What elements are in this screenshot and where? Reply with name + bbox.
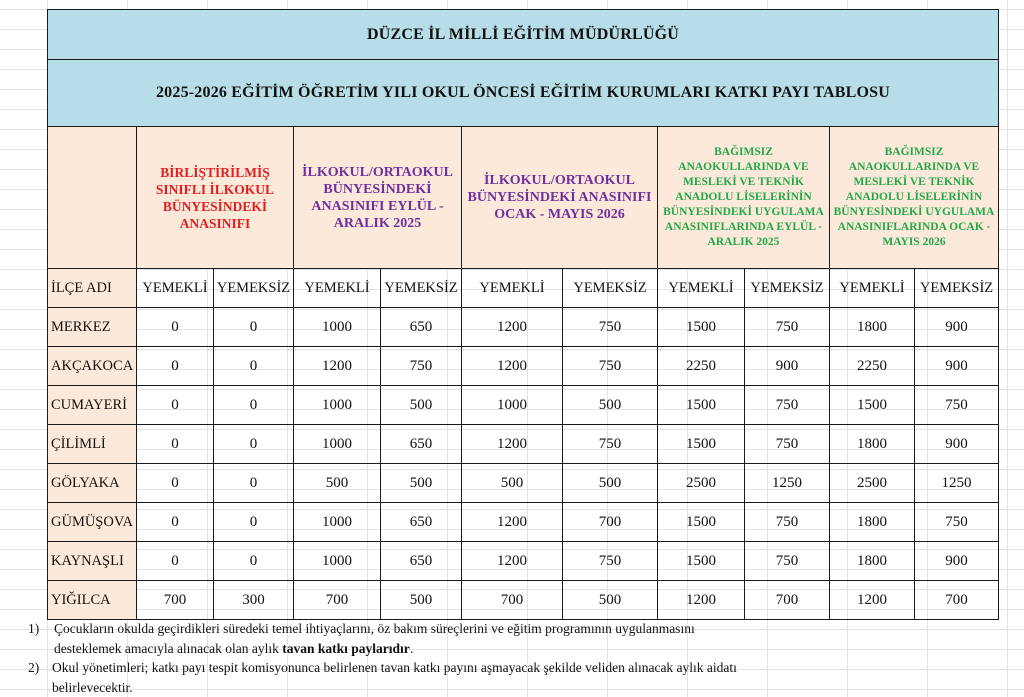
yemekli-value-cell[interactable]: 1000 xyxy=(294,503,381,542)
yemekli-value-cell[interactable]: 700 xyxy=(294,581,381,620)
yemeksiz-value-cell[interactable]: 750 xyxy=(745,542,830,581)
column-header-yemekli[interactable]: YEMEKLİ xyxy=(462,269,563,308)
group-header-row xyxy=(48,127,999,269)
yemekli-value-cell[interactable]: 1000 xyxy=(294,425,381,464)
table-subtitle[interactable]: 2025-2026 EĞİTİM ÖĞRETİM YILI OKUL ÖNCESİ EĞİTİM KURUMLARI KATKI PAYI TABLOSU xyxy=(48,60,999,127)
yemeksiz-value-cell[interactable]: 0 xyxy=(214,347,294,386)
column-header-yemeksiz[interactable]: YEMEKSİZ xyxy=(915,269,999,308)
yemekli-value-cell[interactable]: 1200 xyxy=(294,347,381,386)
yemeksiz-value-cell[interactable]: 750 xyxy=(381,347,462,386)
yemeksiz-value-cell[interactable]: 900 xyxy=(915,347,999,386)
yemekli-value-cell[interactable]: 700 xyxy=(137,581,214,620)
column-header-yemekli[interactable]: YEMEKLİ xyxy=(658,269,745,308)
yemeksiz-value-cell[interactable]: 500 xyxy=(563,464,658,503)
yemekli-value-cell[interactable]: 1500 xyxy=(830,386,915,425)
yemeksiz-value-cell[interactable]: 500 xyxy=(381,464,462,503)
column-header-yemekli[interactable]: YEMEKLİ xyxy=(294,269,381,308)
yemekli-value-cell[interactable]: 1500 xyxy=(658,542,745,581)
yemeksiz-value-cell[interactable]: 650 xyxy=(381,425,462,464)
yemekli-value-cell[interactable]: 1000 xyxy=(294,386,381,425)
yemekli-value-cell[interactable]: 1000 xyxy=(462,386,563,425)
group-header-bagimsiz-eylul-aralik[interactable]: BAĞIMSIZ ANAOKULLARINDA VE MESLEKİ VE TEKNİK ANADOLU LİSELERİNİN BÜNYESİNDEKİ UYGULAMA ANASINIFLARINDA EYLÜL - ARALIK 2025 xyxy=(658,127,830,269)
yemeksiz-value-cell[interactable]: 0 xyxy=(214,503,294,542)
yemekli-value-cell[interactable]: 1200 xyxy=(462,308,563,347)
district-name-cell[interactable]: AKÇAKOCA xyxy=(48,347,137,386)
yemeksiz-value-cell[interactable]: 750 xyxy=(745,425,830,464)
yemeksiz-value-cell[interactable]: 0 xyxy=(214,464,294,503)
yemekli-value-cell[interactable]: 1200 xyxy=(462,542,563,581)
yemekli-value-cell[interactable]: 1200 xyxy=(462,425,563,464)
contribution-table-sheet xyxy=(47,9,999,620)
yemekli-value-cell[interactable]: 1800 xyxy=(830,308,915,347)
yemekli-value-cell[interactable]: 1200 xyxy=(658,581,745,620)
yemeksiz-value-cell[interactable]: 500 xyxy=(381,581,462,620)
table-row xyxy=(48,347,999,386)
yemeksiz-value-cell[interactable]: 900 xyxy=(745,347,830,386)
subtitle-row xyxy=(48,60,999,127)
footnotes xyxy=(28,619,808,697)
yemekli-value-cell[interactable]: 0 xyxy=(137,347,214,386)
district-name-cell[interactable]: GÖLYAKA xyxy=(48,464,137,503)
yemekli-value-cell[interactable]: 700 xyxy=(462,581,563,620)
yemekli-value-cell[interactable]: 2250 xyxy=(658,347,745,386)
yemekli-value-cell[interactable]: 1000 xyxy=(294,308,381,347)
footnote-bold-text: tavan katkı paylarıdır xyxy=(282,641,410,656)
yemeksiz-value-cell[interactable]: 650 xyxy=(381,503,462,542)
yemeksiz-value-cell[interactable]: 750 xyxy=(915,503,999,542)
yemekli-value-cell[interactable]: 0 xyxy=(137,464,214,503)
title-row xyxy=(48,10,999,60)
yemekli-value-cell[interactable]: 1500 xyxy=(658,386,745,425)
group-header-bagimsiz-ocak-mayis[interactable]: BAĞIMSIZ ANAOKULLARINDA VE MESLEKİ VE TEKNİK ANADOLU LİSELERİNİN BÜNYESİNDEKİ UYGULAMA ANASINIFLARINDA OCAK - MAYIS 2026 xyxy=(830,127,999,269)
table-row xyxy=(48,464,999,503)
footnote-line[interactable]: Okul yönetimleri; katkı payı tespit komisyonunca belirlenen tavan katkı payını aşmayacak şekilde veliden alınacak aylık aidatı xyxy=(52,658,808,678)
yemekli-value-cell[interactable]: 1500 xyxy=(658,308,745,347)
yemekli-value-cell[interactable]: 1200 xyxy=(462,347,563,386)
table-row xyxy=(48,581,999,620)
yemekli-value-cell[interactable]: 1800 xyxy=(830,503,915,542)
column-header-row xyxy=(48,269,999,308)
yemeksiz-value-cell[interactable]: 900 xyxy=(915,308,999,347)
group-header-ilkokul-eylul-aralik[interactable]: İLKOKUL/ORTAOKUL BÜNYESİNDEKİ ANASINIFI EYLÜL - ARALIK 2025 xyxy=(294,127,462,269)
yemeksiz-value-cell[interactable]: 700 xyxy=(915,581,999,620)
yemekli-value-cell[interactable]: 2500 xyxy=(658,464,745,503)
yemeksiz-value-cell[interactable]: 0 xyxy=(214,542,294,581)
yemekli-value-cell[interactable]: 1200 xyxy=(830,581,915,620)
yemekli-value-cell[interactable]: 0 xyxy=(137,386,214,425)
yemekli-value-cell[interactable]: 1000 xyxy=(294,542,381,581)
yemekli-value-cell[interactable]: 1200 xyxy=(462,503,563,542)
footnote-line[interactable] xyxy=(52,639,808,659)
yemeksiz-value-cell[interactable]: 700 xyxy=(563,503,658,542)
yemekli-value-cell[interactable]: 500 xyxy=(294,464,381,503)
yemekli-value-cell[interactable]: 0 xyxy=(137,503,214,542)
district-name-cell[interactable]: YIĞILCA xyxy=(48,581,137,620)
column-header-yemeksiz[interactable]: YEMEKSİZ xyxy=(563,269,658,308)
table-row xyxy=(48,308,999,347)
yemeksiz-value-cell[interactable]: 500 xyxy=(381,386,462,425)
yemeksiz-value-cell[interactable]: 500 xyxy=(563,386,658,425)
table-row xyxy=(48,542,999,581)
column-header-yemekli[interactable]: YEMEKLİ xyxy=(137,269,214,308)
yemeksiz-value-cell[interactable]: 750 xyxy=(745,503,830,542)
footnote-text: desteklemek amacıyla alınacak olan aylık xyxy=(54,641,282,656)
district-name-cell[interactable]: KAYNAŞLI xyxy=(48,542,137,581)
footnote-number: 2) xyxy=(28,658,39,678)
yemeksiz-value-cell[interactable]: 750 xyxy=(745,308,830,347)
group-header-ilkokul-ocak-mayis[interactable]: İLKOKUL/ORTAOKUL BÜNYESİNDEKİ ANASINIFI OCAK - MAYIS 2026 xyxy=(462,127,658,269)
yemeksiz-value-cell[interactable]: 700 xyxy=(745,581,830,620)
yemekli-value-cell[interactable]: 2250 xyxy=(830,347,915,386)
yemeksiz-value-cell[interactable]: 750 xyxy=(563,347,658,386)
yemeksiz-value-cell[interactable]: 650 xyxy=(381,542,462,581)
yemeksiz-value-cell[interactable]: 500 xyxy=(563,581,658,620)
yemeksiz-value-cell[interactable]: 650 xyxy=(381,308,462,347)
table-body xyxy=(48,308,999,620)
column-header-ilce[interactable]: İLÇE ADI xyxy=(48,269,137,308)
yemeksiz-value-cell[interactable]: 300 xyxy=(214,581,294,620)
district-name-cell[interactable]: MERKEZ xyxy=(48,308,137,347)
column-header-yemeksiz[interactable]: YEMEKSİZ xyxy=(214,269,294,308)
yemeksiz-value-cell[interactable]: 750 xyxy=(915,386,999,425)
yemekli-value-cell[interactable]: 2500 xyxy=(830,464,915,503)
yemekli-value-cell[interactable]: 1500 xyxy=(658,503,745,542)
yemeksiz-value-cell[interactable]: 0 xyxy=(214,386,294,425)
footnote-2 xyxy=(28,658,808,697)
yemeksiz-value-cell[interactable]: 750 xyxy=(745,386,830,425)
group-header-empty[interactable] xyxy=(48,127,137,269)
yemeksiz-value-cell[interactable]: 750 xyxy=(563,425,658,464)
yemekli-value-cell[interactable]: 0 xyxy=(137,308,214,347)
footnote-text: . xyxy=(410,641,413,656)
column-header-yemeksiz[interactable]: YEMEKSİZ xyxy=(745,269,830,308)
yemeksiz-value-cell[interactable]: 900 xyxy=(915,542,999,581)
yemekli-value-cell[interactable]: 0 xyxy=(137,425,214,464)
contribution-table xyxy=(47,9,999,620)
yemeksiz-value-cell[interactable]: 1250 xyxy=(915,464,999,503)
yemekli-value-cell[interactable]: 1500 xyxy=(658,425,745,464)
yemeksiz-value-cell[interactable]: 1250 xyxy=(745,464,830,503)
yemeksiz-value-cell[interactable]: 750 xyxy=(563,542,658,581)
group-header-birlestirilmis[interactable]: BİRLİŞTİRİLMİŞ SINIFLI İLKOKUL BÜNYESİNDEKİ ANASINIFI xyxy=(137,127,294,269)
yemeksiz-value-cell[interactable]: 0 xyxy=(214,425,294,464)
table-title[interactable]: DÜZCE İL MİLLİ EĞİTİM MÜDÜRLÜĞÜ xyxy=(48,10,999,60)
table-row xyxy=(48,425,999,464)
yemekli-value-cell[interactable]: 1800 xyxy=(830,542,915,581)
yemeksiz-value-cell[interactable]: 750 xyxy=(563,308,658,347)
footnote-number: 1) xyxy=(28,619,39,639)
district-name-cell[interactable]: GÜMÜŞOVA xyxy=(48,503,137,542)
column-header-yemeksiz[interactable]: YEMEKSİZ xyxy=(381,269,462,308)
footnote-line[interactable]: Çocukların okulda geçirdikleri süredeki temel ihtiyaçlarını, öz bakım süreçlerini ve eğitim programının uygulanmasını xyxy=(52,619,808,639)
yemeksiz-value-cell[interactable]: 900 xyxy=(915,425,999,464)
footnote-line[interactable]: belirlevecektir. xyxy=(52,678,808,697)
table-row xyxy=(48,503,999,542)
yemekli-value-cell[interactable]: 500 xyxy=(462,464,563,503)
district-name-cell[interactable]: CUMAYERİ xyxy=(48,386,137,425)
yemekli-value-cell[interactable]: 1800 xyxy=(830,425,915,464)
yemeksiz-value-cell[interactable]: 0 xyxy=(214,308,294,347)
yemekli-value-cell[interactable]: 0 xyxy=(137,542,214,581)
column-header-yemekli[interactable]: YEMEKLİ xyxy=(830,269,915,308)
table-row xyxy=(48,386,999,425)
district-name-cell[interactable]: ÇİLİMLİ xyxy=(48,425,137,464)
footnote-1 xyxy=(28,619,808,658)
